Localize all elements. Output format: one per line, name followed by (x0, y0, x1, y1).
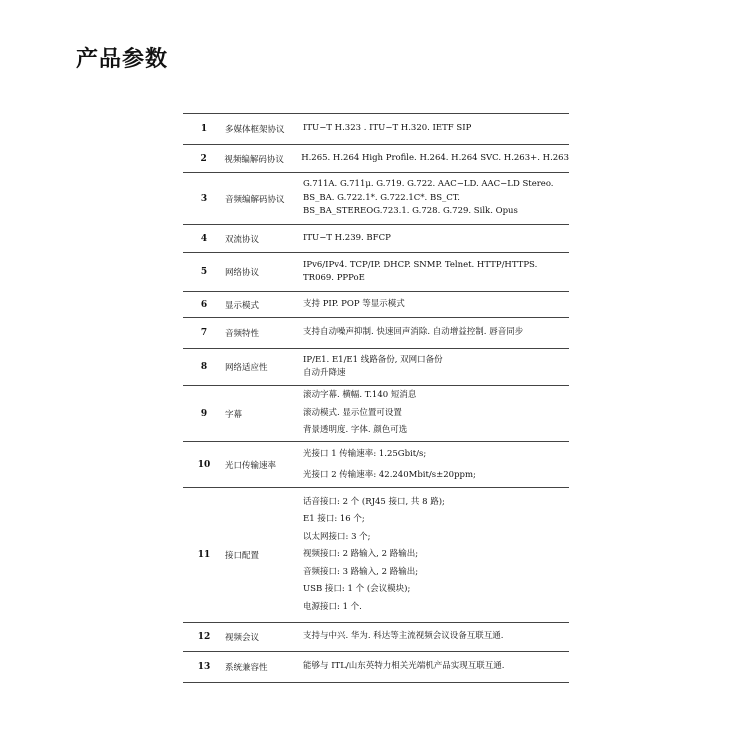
table-row (183, 623, 569, 652)
value-line: 支持自动噪声抑制. 快速回声消除. 自动增益控制. 唇音同步 (303, 327, 524, 338)
value-line: ITU−T H.323 . ITU−T H.320. IETF SIP (303, 123, 472, 134)
value-line: BS_BA. G.722.1*. G.722.1C*. BS_CT. (303, 192, 460, 203)
table-row (183, 114, 569, 145)
param-value (301, 442, 569, 487)
param-value (301, 349, 569, 385)
value-line: IP/E1. E1/E1 线路备份, 双网口备份 (303, 354, 443, 365)
table-row (183, 253, 569, 292)
param-value (301, 623, 569, 651)
row-number: 5 (200, 267, 208, 277)
table-row (183, 225, 569, 253)
row-number: 3 (200, 193, 208, 204)
param-value (301, 488, 569, 622)
param-name: 接口配置 (225, 551, 260, 561)
param-name: 视频编解码协议 (224, 154, 284, 165)
param-name: 系统兼容性 (225, 663, 268, 673)
param-value (301, 225, 569, 252)
value-line: 视频接口: 2 路输入, 2 路输出; (303, 549, 419, 560)
table-row (183, 442, 569, 488)
value-line: 支持 PIP. POP 等显示模式 (303, 298, 405, 309)
row-number: 6 (200, 299, 208, 310)
value-line: 能够与 ITL/山东英特力相关光端机产品实现互联互通. (303, 661, 505, 672)
table-row (183, 652, 569, 683)
value-line: BS_BA_STEREOG.723.1. G.728. G.729. Silk. Opus (303, 206, 518, 217)
param-value (301, 292, 569, 317)
value-line: 话音接口: 2 个 (RJ45 接口, 共 8 路); (303, 496, 445, 507)
row-number: 13 (197, 662, 211, 672)
param-value (301, 318, 569, 348)
value-line: 背景透明度. 字体. 颜色可选 (303, 425, 408, 436)
param-name: 音频编解码协议 (225, 194, 285, 205)
table-row (183, 145, 569, 173)
param-value (299, 145, 569, 172)
param-name: 音频特性 (225, 329, 260, 339)
param-name: 双流协议 (225, 234, 260, 245)
param-name: 字幕 (225, 409, 243, 420)
value-line: 光接口 2 传输速率: 42.240Mbit/s±20ppm; (303, 469, 476, 480)
table-row (183, 292, 569, 318)
param-value (301, 114, 569, 144)
value-line: IPv6/IPv4. TCP/IP. DHCP. SNMP. Telnet. HTTP/HTTPS. (303, 259, 538, 270)
row-number: 10 (197, 459, 211, 470)
param-name: 网络协议 (225, 268, 260, 278)
value-line: 自动升降速 (303, 368, 346, 378)
row-number: 9 (200, 408, 208, 419)
value-line: ITU−T H.239. BFCP (303, 232, 391, 243)
row-number: 4 (200, 233, 208, 244)
value-line: 以太网接口: 3 个; (303, 531, 371, 542)
table-row (183, 488, 569, 623)
row-number: 11 (197, 550, 211, 560)
param-name: 多媒体框架协议 (225, 125, 285, 135)
value-line: TR069. PPPoE (303, 273, 365, 283)
value-line: 音频接口: 3 路输入, 2 路输出; (303, 566, 419, 577)
row-number: 12 (197, 632, 211, 642)
value-line: 电源接口: 1 个. (303, 601, 362, 612)
param-value (301, 173, 569, 224)
row-number: 1 (200, 124, 208, 134)
value-line: 光接口 1 传输速率: 1.25Gbit/s; (303, 448, 427, 459)
param-value (301, 253, 569, 291)
row-number: 7 (200, 328, 208, 338)
value-line: 支持与中兴. 华为. 科达等主流视频会议设备互联互通. (303, 631, 504, 642)
table-row (183, 318, 569, 349)
table-row (183, 386, 569, 442)
param-value (301, 652, 569, 682)
value-line: H.265. H.264 High Profile. H.264. H.264 SVC. H.263+. H.263 (301, 152, 569, 163)
table-row (183, 349, 569, 386)
row-number: 8 (200, 362, 208, 372)
row-number: 2 (200, 153, 207, 164)
value-line: 滚动字幕. 横幅. T.140 短消息 (303, 390, 417, 401)
value-line: 滚动模式. 显示位置可设置 (303, 407, 402, 418)
value-line: G.711A. G.711μ. G.719. G.722. AAC−LD. AAC−LD Stereo. (303, 179, 554, 190)
param-name: 显示模式 (225, 300, 260, 311)
value-line: E1 接口: 16 个; (303, 514, 365, 525)
param-name: 网络适应性 (225, 363, 268, 373)
param-name: 光口传输速率 (225, 460, 277, 471)
value-line: USB 接口: 1 个 (会议模块); (303, 584, 411, 595)
page-title: 产品参数 (76, 47, 169, 72)
spec-table (183, 113, 569, 683)
table-row (183, 173, 569, 225)
param-value (301, 386, 569, 441)
param-name: 视频会议 (225, 633, 260, 643)
